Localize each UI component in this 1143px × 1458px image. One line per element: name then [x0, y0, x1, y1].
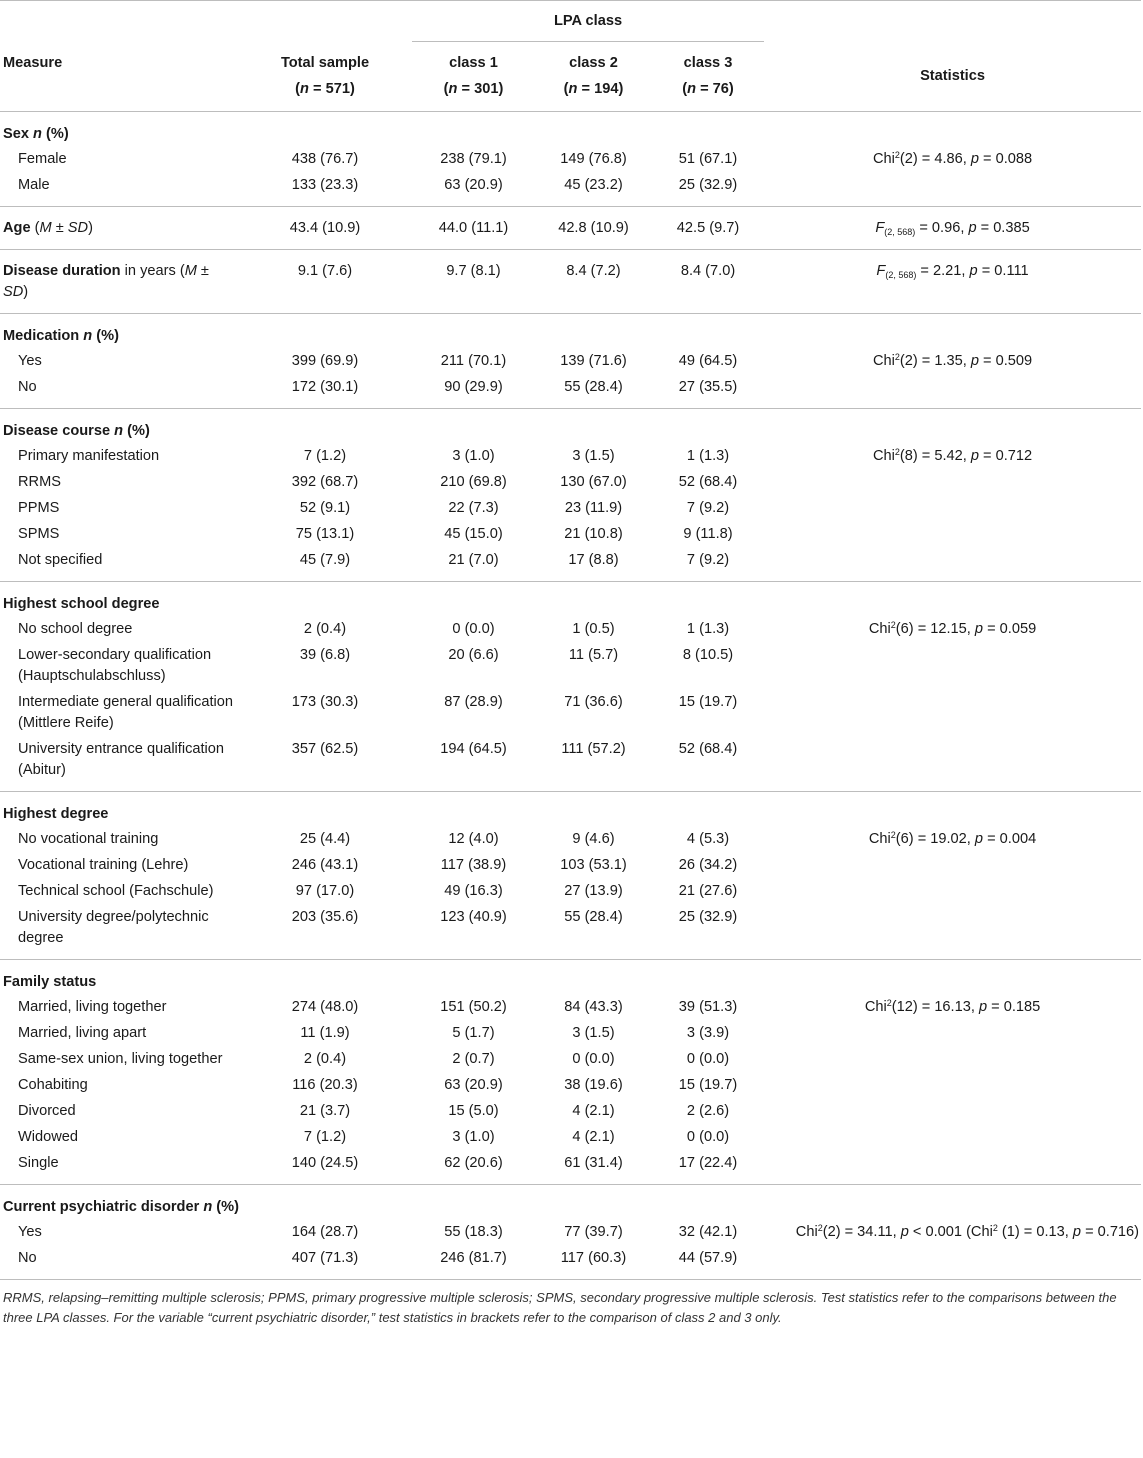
- statistic-school-degree: Chi$^2$(6) = 12.15, p = 0.059: [868, 620, 1037, 637]
- cell-class3: 44 (57.9): [678, 1250, 738, 1266]
- cell-class1: 44.0 (11.1): [412, 207, 535, 250]
- statistic-sex: Chi$^2$(2) = 4.86, p = 0.088: [872, 150, 1033, 167]
- row-label: SPMS: [18, 526, 60, 542]
- cell-class1: 22 (7.3): [448, 500, 499, 516]
- table-row: [0, 617, 1141, 643]
- table-row: [0, 548, 1141, 582]
- cell-class3: 0 (0.0): [686, 1051, 730, 1067]
- row-label: Lower-secondary qualification (Hauptschulabschluss): [18, 647, 212, 684]
- row-label: Widowed: [18, 1129, 79, 1145]
- cell-total: 9.1 (7.6): [238, 250, 412, 314]
- row-label: No: [18, 379, 37, 395]
- cell-class1: 3 (1.0): [452, 448, 495, 464]
- row-label: Disease duration in years (M ± SD): [0, 250, 238, 314]
- cell-class3: 1 (1.3): [686, 621, 730, 637]
- table-row: [0, 375, 1141, 409]
- table-row: [0, 1047, 1141, 1073]
- cell-class1: 211 (70.1): [440, 353, 507, 369]
- cell-class3: 7 (9.2): [686, 500, 730, 516]
- class3-header: class 3 (n = 76): [682, 55, 734, 97]
- cell-total: 246 (43.1): [291, 857, 359, 873]
- statistic-duration: $F_{(2, 568)} = 2.21$, p = 0.111: [764, 250, 1141, 314]
- row-label: Married, living apart: [18, 1025, 147, 1041]
- cell-total: 11 (1.9): [300, 1025, 350, 1041]
- table-row: [0, 737, 1141, 792]
- statistic-highest-degree: Chi$^2$(6) = 19.02, p = 0.004: [868, 830, 1037, 847]
- cell-class3: 15 (19.7): [678, 1077, 738, 1093]
- cell-total: 21 (3.7): [299, 1103, 351, 1119]
- cell-class3: 42.5 (9.7): [652, 207, 764, 250]
- cell-class2: 17 (8.8): [568, 552, 619, 568]
- cell-total: 7 (1.2): [303, 1129, 347, 1145]
- cell-class3: 8 (10.5): [682, 647, 734, 663]
- lpa-class-header: LPA class: [412, 1, 764, 42]
- cell-class1: 0 (0.0): [452, 621, 495, 637]
- cell-class3: 39 (51.3): [678, 999, 738, 1015]
- cell-class2: 4 (2.1): [572, 1103, 615, 1119]
- group-header-highest-degree: Highest degree: [0, 792, 1141, 828]
- table-row: [0, 470, 1141, 496]
- cell-class2: 21 (10.8): [564, 526, 623, 542]
- cell-class1: 151 (50.2): [440, 999, 507, 1015]
- class2-header: class 2 (n = 194): [563, 55, 624, 97]
- cell-total: 2 (0.4): [303, 1051, 347, 1067]
- row-label: Technical school (Fachschule): [18, 883, 214, 899]
- table-row: [0, 1125, 1141, 1151]
- cell-class2: 55 (28.4): [564, 909, 623, 925]
- cell-class3: 32 (42.1): [678, 1224, 738, 1240]
- cell-class1: 238 (79.1): [440, 151, 507, 167]
- cell-total: 392 (68.7): [291, 474, 359, 490]
- cell-class2: 71 (36.6): [564, 694, 623, 710]
- cell-total: 172 (30.1): [291, 379, 359, 395]
- row-label: Cohabiting: [18, 1077, 88, 1093]
- cell-class3: 2 (2.6): [686, 1103, 730, 1119]
- cell-total: 39 (6.8): [299, 647, 351, 663]
- table-row: [0, 1246, 1141, 1279]
- cell-class3: 26 (34.2): [678, 857, 738, 873]
- cell-class2: 111 (57.2): [561, 741, 626, 757]
- cell-class3: 27 (35.5): [678, 379, 738, 395]
- cell-total: 25 (4.4): [299, 831, 351, 847]
- cell-total: 43.4 (10.9): [238, 207, 412, 250]
- group-header-medication: Medication n (%): [0, 314, 1141, 350]
- table-row: [0, 1099, 1141, 1125]
- cell-class1: 55 (18.3): [444, 1224, 503, 1240]
- row-label: Male: [18, 177, 50, 193]
- table-row-disease-duration: [0, 250, 1141, 314]
- cell-class1: 5 (1.7): [452, 1025, 495, 1041]
- row-label: Not specified: [18, 552, 103, 568]
- table-row: [0, 1151, 1141, 1185]
- group-header-psychiatric-disorder: Current psychiatric disorder n (%): [0, 1185, 1141, 1221]
- cell-class1: 2 (0.7): [452, 1051, 495, 1067]
- cell-total: 203 (35.6): [291, 909, 359, 925]
- table-row: [0, 827, 1141, 853]
- cell-class2: 38 (19.6): [564, 1077, 623, 1093]
- cell-class2: 84 (43.3): [564, 999, 623, 1015]
- table-row: [0, 905, 1141, 960]
- cell-class3: 17 (22.4): [678, 1155, 738, 1171]
- cell-class3: 25 (32.9): [678, 177, 738, 193]
- cell-class2: 61 (31.4): [564, 1155, 623, 1171]
- cell-total: 7 (1.2): [303, 448, 347, 464]
- statistic-psychiatric-disorder: Chi$^2$(2) = 34.11, p < 0.001 (Chi$^2$ (1) = 0.13, p = 0.716): [795, 1223, 1140, 1240]
- cell-class1: 63 (20.9): [444, 177, 503, 193]
- cell-class1: 63 (20.9): [444, 1077, 503, 1093]
- cell-class3: 9 (11.8): [683, 526, 733, 542]
- row-label: Divorced: [18, 1103, 76, 1119]
- table-body: [0, 112, 1141, 1280]
- cell-class3: 49 (64.5): [678, 353, 738, 369]
- cell-class3: 7 (9.2): [686, 552, 730, 568]
- cell-class1: 9.7 (8.1): [412, 250, 535, 314]
- cell-class2: 11 (5.7): [568, 647, 619, 663]
- cell-total: 75 (13.1): [295, 526, 355, 542]
- total-sample-header: Total sample (n = 571): [280, 54, 370, 97]
- table-row: [0, 1073, 1141, 1099]
- cell-class1: 194 (64.5): [440, 741, 507, 757]
- table-row: [0, 643, 1141, 690]
- cell-class2: 9 (4.6): [572, 831, 615, 847]
- table-row: [0, 522, 1141, 548]
- statistic-disease-course: Chi$^2$(8) = 5.42, p = 0.712: [872, 447, 1033, 464]
- row-label: Vocational training (Lehre): [18, 857, 189, 873]
- group-header-disease-course: Disease course n (%): [0, 409, 1141, 445]
- cell-total: 133 (23.3): [291, 177, 359, 193]
- cell-class1: 246 (81.7): [440, 1250, 507, 1266]
- cell-class1: 21 (7.0): [448, 552, 499, 568]
- cell-class1: 123 (40.9): [440, 909, 507, 925]
- cell-class1: 3 (1.0): [452, 1129, 495, 1145]
- cell-class1: 12 (4.0): [448, 831, 499, 847]
- table-row-age: [0, 207, 1141, 250]
- table-row: [0, 349, 1141, 375]
- cell-class1: 210 (69.8): [440, 474, 507, 490]
- cell-class2: 23 (11.9): [564, 500, 623, 516]
- cell-class3: 4 (5.3): [686, 831, 730, 847]
- row-label: Yes: [18, 353, 42, 369]
- cell-total: 407 (71.3): [291, 1250, 359, 1266]
- table-row: [0, 496, 1141, 522]
- cell-class3: 51 (67.1): [678, 151, 738, 167]
- row-label: RRMS: [18, 474, 61, 490]
- table-row: [0, 1220, 1141, 1246]
- cell-class2: 42.8 (10.9): [535, 207, 652, 250]
- cell-total: 2 (0.4): [303, 621, 347, 637]
- cell-class1: 20 (6.6): [448, 647, 499, 663]
- class1-header: class 1 (n = 301): [443, 55, 504, 97]
- cell-class1: 90 (29.9): [444, 379, 503, 395]
- cell-total: 45 (7.9): [299, 552, 351, 568]
- cell-class1: 87 (28.9): [444, 694, 503, 710]
- cell-class3: 15 (19.7): [678, 694, 738, 710]
- cell-class1: 45 (15.0): [444, 526, 503, 542]
- cell-class2: 55 (28.4): [564, 379, 623, 395]
- cell-class1: 117 (38.9): [440, 857, 507, 873]
- cell-total: 357 (62.5): [291, 741, 359, 757]
- cell-total: 116 (20.3): [292, 1077, 358, 1093]
- cell-class3: 0 (0.0): [686, 1129, 730, 1145]
- statistics-header: Statistics: [920, 67, 985, 84]
- cell-class2: 45 (23.2): [564, 177, 623, 193]
- table-row: [0, 879, 1141, 905]
- cell-total: 164 (28.7): [291, 1224, 359, 1240]
- table-row: [0, 853, 1141, 879]
- row-label: University degree/polytechnic degree: [18, 909, 209, 946]
- table-footnote: RRMS, relapsing–remitting multiple sclerosis; PPMS, primary progressive multiple sclerosis; SPMS, secondary progressive multiple sclerosis. Test statistics refer to the comparisons between the three LPA classes. For the variable “current psychiatric disorder,” test statistics in brackets refer to the comparison of class 2 and 3 only.: [3, 1290, 1117, 1325]
- cell-class2: 149 (76.8): [560, 151, 627, 167]
- row-label: Single: [18, 1155, 59, 1171]
- statistic-family-status: Chi$^2$(12) = 16.13, p = 0.185: [864, 998, 1041, 1015]
- cell-class3: 52 (68.4): [678, 474, 738, 490]
- row-label: Age (M ± SD): [0, 207, 238, 250]
- cell-class2: 130 (67.0): [560, 474, 627, 490]
- row-label: No school degree: [18, 621, 133, 637]
- cell-class2: 139 (71.6): [560, 353, 627, 369]
- group-header-school-degree: Highest school degree: [0, 582, 1141, 618]
- cell-class2: 4 (2.1): [572, 1129, 615, 1145]
- cell-total: 173 (30.3): [291, 694, 359, 710]
- cell-class3: 21 (27.6): [678, 883, 738, 899]
- cell-class2: 117 (60.3): [560, 1250, 627, 1266]
- statistic-medication: Chi$^2$(2) = 1.35, p = 0.509: [872, 352, 1033, 369]
- cell-class2: 27 (13.9): [564, 883, 623, 899]
- cell-class3: 3 (3.9): [686, 1025, 730, 1041]
- table-row: [0, 173, 1141, 207]
- cell-class3: 52 (68.4): [678, 741, 738, 757]
- row-label: No: [18, 1250, 37, 1266]
- measure-header: Measure: [3, 54, 63, 71]
- row-label: Married, living together: [18, 999, 167, 1015]
- cell-class2: 77 (39.7): [564, 1224, 623, 1240]
- cell-total: 140 (24.5): [291, 1155, 359, 1171]
- row-label: Same-sex union, living together: [18, 1051, 223, 1067]
- table-row: [0, 690, 1141, 737]
- table-row: [0, 1021, 1141, 1047]
- cell-total: 97 (17.0): [295, 883, 355, 899]
- cell-class2: 3 (1.5): [572, 448, 615, 464]
- row-label: PPMS: [18, 500, 60, 516]
- row-label: Intermediate general qualification (Mittlere Reife): [18, 694, 233, 731]
- cell-class2: 3 (1.5): [572, 1025, 615, 1041]
- cell-total: 52 (9.1): [299, 500, 351, 516]
- cell-class2: 103 (53.1): [560, 857, 627, 873]
- cell-class3: 8.4 (7.0): [652, 250, 764, 314]
- cell-class2: 0 (0.0): [572, 1051, 615, 1067]
- cell-class1: 15 (5.0): [448, 1103, 499, 1119]
- cell-total: 399 (69.9): [291, 353, 359, 369]
- row-label: No vocational training: [18, 831, 159, 847]
- header-row-top: [0, 1, 1141, 42]
- cell-class2: 1 (0.5): [572, 621, 615, 637]
- group-header-family-status: Family status: [0, 960, 1141, 996]
- table-row: [0, 995, 1141, 1021]
- header-row-columns: [0, 42, 1141, 112]
- statistic-age: $F_{(2, 568)} = 0.96$, p = 0.385: [764, 207, 1141, 250]
- cell-class1: 62 (20.6): [444, 1155, 503, 1171]
- cell-class3: 1 (1.3): [686, 448, 730, 464]
- cell-class2: 8.4 (7.2): [535, 250, 652, 314]
- cell-class1: 49 (16.3): [444, 883, 503, 899]
- cell-total: 438 (76.7): [291, 151, 359, 167]
- table-row: [0, 147, 1141, 173]
- row-label: Yes: [18, 1224, 42, 1240]
- row-label: Primary manifestation: [18, 448, 160, 464]
- group-header-sex: Sex n (%): [3, 126, 69, 142]
- row-label: University entrance qualification (Abitur): [18, 741, 225, 778]
- cell-class3: 25 (32.9): [678, 909, 738, 925]
- cell-total: 274 (48.0): [291, 999, 359, 1015]
- row-label: Female: [18, 151, 67, 167]
- table-row: [0, 444, 1141, 470]
